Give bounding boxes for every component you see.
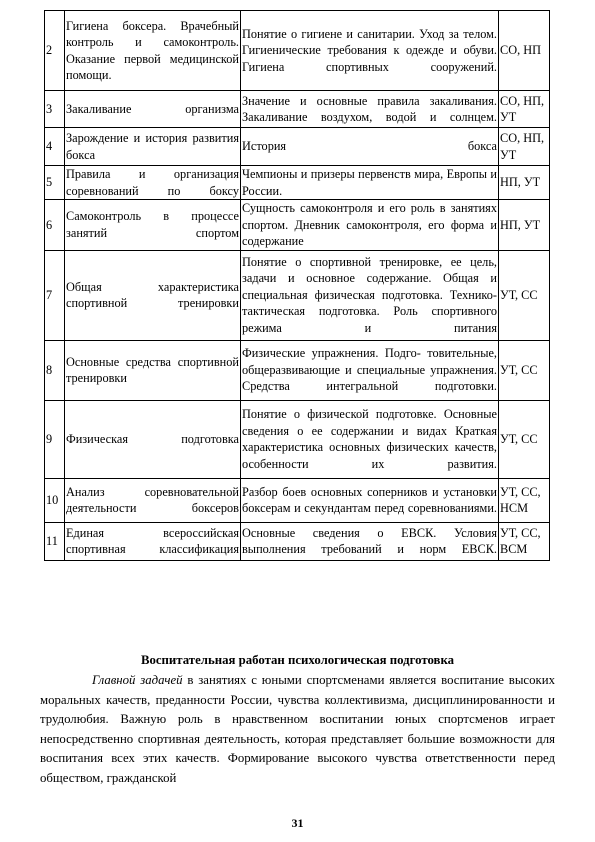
row-number: 4 bbox=[45, 128, 65, 166]
row-content: Основные сведения о ЕВСК. Условия выполнения требований и норм ЕВСК. bbox=[241, 522, 499, 560]
table-row bbox=[45, 200, 550, 251]
row-topic: Правила и организация соревнований по боксу bbox=[66, 167, 239, 198]
row-content: Физические упражнения. Подго- товительные, общеразвивающие и специальные упражнения. Средства интегральной подготовки. bbox=[241, 340, 499, 400]
row-topic: Закаливание организма bbox=[65, 91, 241, 128]
row-topic: Зарождение и история развития бокса bbox=[65, 128, 241, 166]
row-groups: УТ, СС, ВСМ bbox=[499, 522, 550, 560]
row-content: Значение и основные правила закаливания. Закаливание воздухом, водой и солнцем. bbox=[241, 91, 499, 128]
row-topic: Анализ соревновательной деятельности боксеров bbox=[65, 478, 241, 522]
table-row bbox=[45, 91, 550, 128]
row-number: 5 bbox=[45, 166, 65, 200]
row-content: Понятие о спортивной тренировке, ее цель, задачи и основное содержание. Общая и специальная физическая подготовка. Технико-тактическая подготовка. Роль спортивного режима и питания bbox=[241, 250, 499, 340]
row-number: 3 bbox=[45, 91, 65, 128]
row-topic: Физическая подготовка bbox=[65, 400, 241, 478]
section-paragraph bbox=[40, 671, 555, 788]
row-groups: СО, НП, УТ bbox=[499, 91, 550, 128]
row-topic: Основные средства спортивной тренировки bbox=[65, 340, 241, 400]
section-title: Воспитательная работан психологическая подготовка bbox=[140, 653, 455, 667]
table-row bbox=[45, 128, 550, 166]
topics-table bbox=[44, 10, 550, 561]
row-number: 2 bbox=[45, 11, 65, 91]
row-number: 11 bbox=[45, 522, 65, 560]
row-content: Сущность самоконтроля и его роль в занятиях спортом. Дневник самоконтроля, его форма и содержание bbox=[242, 201, 497, 248]
row-content: Разбор боев основных соперников и установки боксерам и секундантам перед соревнованиями. bbox=[241, 478, 499, 522]
page-number: 31 bbox=[291, 816, 304, 830]
row-topic: Общая характеристика спортивной тренировки bbox=[65, 250, 241, 340]
row-groups: СО, НП bbox=[499, 11, 550, 91]
row-topic: Гигиена боксера. Врачебный контроль и самоконтроль. Оказание первой медицинской помощи. bbox=[65, 11, 241, 91]
row-groups: УТ, СС bbox=[499, 400, 550, 478]
row-number: 8 bbox=[45, 340, 65, 400]
table-row bbox=[45, 166, 550, 200]
lead-italic: Главной задачей bbox=[92, 673, 183, 687]
table-row bbox=[45, 400, 550, 478]
row-number: 10 bbox=[45, 478, 65, 522]
paragraph-text: в занятиях с юными спортсменами является воспитание высоких моральных качеств, преданности России, чувства коллективизма, дисциплинированности и трудолюбия. Важную роль в нравственном воспитании юных спортсменов играет непосредственно спортивная деятельность, которая представляет большие возможности для воспитания всех этих качеств. Формирование высокого чувства ответственности перед обществом, гражданской bbox=[40, 673, 555, 785]
row-groups: УТ, СС bbox=[499, 250, 550, 340]
row-groups: НП, УТ bbox=[499, 166, 550, 200]
row-topic: Единая всероссийская спортивная классификация bbox=[65, 522, 241, 560]
row-groups: НП, УТ bbox=[499, 200, 550, 251]
row-number: 6 bbox=[45, 200, 65, 251]
row-content: Понятие о гигиене и санитарии. Уход за телом. Гигиенические требования к одежде и обуви. Гигиена спортивных сооружений. bbox=[241, 11, 499, 91]
row-content: Чемпионы и призеры первенств мира, Европы и России. bbox=[242, 167, 497, 198]
topics-table-body bbox=[45, 11, 550, 561]
row-groups: УТ, СС, НСМ bbox=[499, 478, 550, 522]
table-row bbox=[45, 11, 550, 91]
row-content: Понятие о физической подготовке. Основные сведения о ее содержании и видах Краткая характеристика основных физических качеств, особенности их развития. bbox=[241, 400, 499, 478]
row-groups: УТ, СС bbox=[499, 340, 550, 400]
table-row bbox=[45, 340, 550, 400]
table-row bbox=[45, 478, 550, 522]
table-row bbox=[45, 250, 550, 340]
row-topic: Самоконтроль в процессе занятий спортом bbox=[65, 200, 241, 251]
table-row bbox=[45, 522, 550, 560]
row-groups: СО, НП, УТ bbox=[499, 128, 550, 166]
row-number: 7 bbox=[45, 250, 65, 340]
row-number: 9 bbox=[45, 400, 65, 478]
row-content: История бокса bbox=[241, 128, 499, 166]
